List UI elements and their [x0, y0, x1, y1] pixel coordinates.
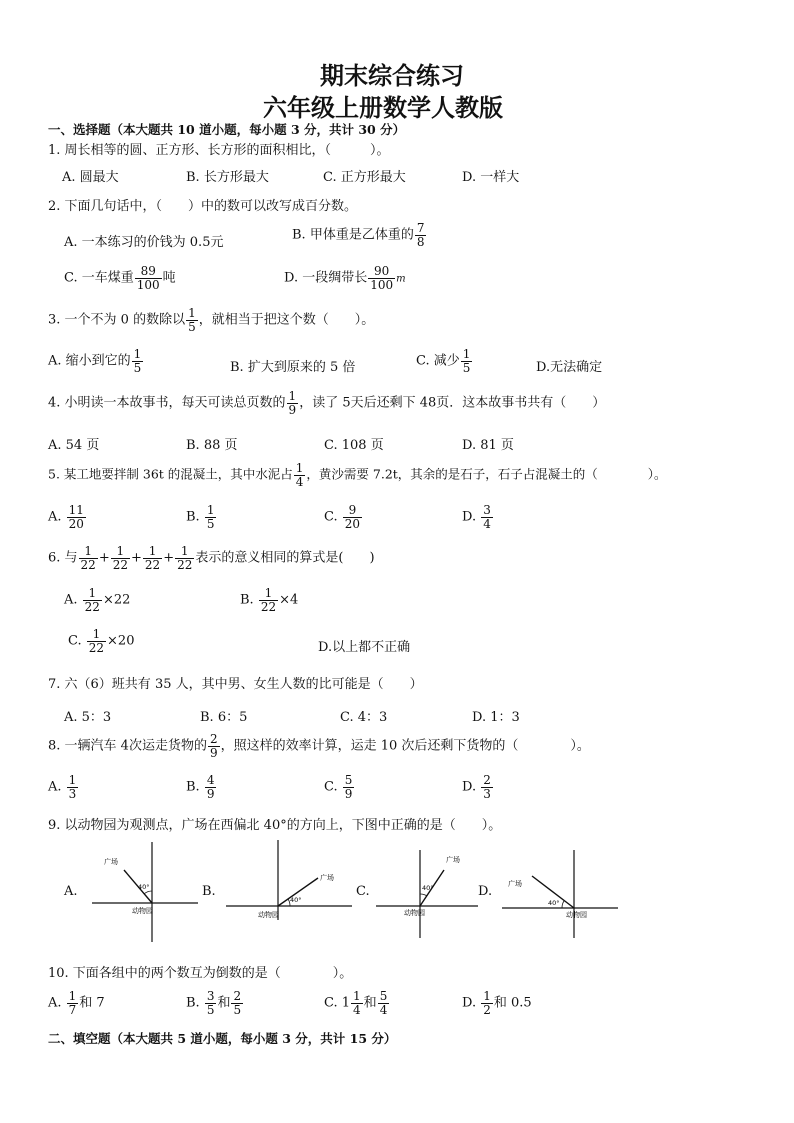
- fraction: [481, 504, 493, 530]
- fraction: [175, 545, 194, 571]
- denominator: 5: [462, 360, 471, 375]
- numerator: 1: [288, 389, 297, 403]
- angle-label: 40°: [290, 896, 302, 904]
- numerator: 1: [143, 545, 162, 559]
- numerator: 90: [368, 265, 395, 279]
- question-7-stem: 7. 六（6）班共有 35 人，其中男、女生人数的比可能是（ ）: [48, 677, 423, 692]
- fraction: [368, 265, 395, 291]
- question-8-stem: [48, 733, 590, 759]
- question-2-stem: 2. 下面几句话中，（ ）中的数可以改写成百分数。: [48, 199, 358, 214]
- zoo-label: 动物园: [132, 907, 153, 915]
- fraction: [132, 348, 144, 374]
- question-7-option-d[interactable]: D. 1：3: [472, 710, 520, 725]
- zoo-label: 动物园: [404, 909, 425, 917]
- option-text: 和: [363, 995, 377, 1011]
- question-6-option-d[interactable]: D.以上都不正确: [318, 640, 411, 655]
- question-9-option-d-label[interactable]: D.: [478, 884, 493, 899]
- numerator: 1: [87, 628, 106, 642]
- numerator: 1: [462, 347, 471, 361]
- denominator: 22: [80, 557, 96, 572]
- denominator: 9: [288, 402, 297, 417]
- question-5-stem: [48, 462, 667, 488]
- question-9-option-c-label[interactable]: C.: [356, 884, 370, 899]
- angle-arc: [144, 891, 152, 894]
- fraction: [79, 545, 98, 571]
- numerator: 2: [483, 773, 491, 787]
- question-3-stem: [48, 307, 374, 333]
- option-text: 和: [217, 995, 231, 1011]
- question-9-diagram-b[interactable]: [224, 838, 354, 922]
- question-7-option-a[interactable]: A. 5：3: [64, 710, 112, 725]
- denominator: 3: [483, 786, 491, 801]
- fraction: [481, 990, 493, 1016]
- fraction: [287, 390, 299, 416]
- denominator: 5: [233, 1002, 242, 1017]
- denominator: 5: [206, 516, 215, 531]
- fraction: [111, 545, 130, 571]
- fraction: [87, 628, 106, 654]
- numerator: 1: [111, 545, 130, 559]
- stem-text: ，读了 5天后还剩下 48页．这本故事书共有（ ）: [299, 395, 606, 411]
- question-4-option-c[interactable]: C. 108 页: [324, 438, 384, 453]
- numerator: 11: [68, 503, 84, 517]
- option-text: ×20: [107, 633, 135, 649]
- stem-text: 5. 某工地要拌制 36t 的混凝土，其中水泥占: [48, 466, 293, 482]
- option-text: 和 0.5: [493, 995, 532, 1011]
- stem-text: 6. 与: [48, 550, 78, 566]
- fraction: [67, 774, 79, 800]
- question-9-option-b-label[interactable]: B.: [202, 884, 216, 899]
- denominator: 22: [84, 599, 100, 614]
- denominator: 2: [483, 1002, 491, 1017]
- denominator: 7: [68, 1002, 77, 1017]
- question-3-option-d[interactable]: D.无法确定: [536, 360, 603, 375]
- fraction: [481, 774, 493, 800]
- question-10-option-c[interactable]: C. 1 $\frac{1}{4}$ 和 $\frac{5}{4}$: [324, 989, 388, 1017]
- fraction: [378, 990, 390, 1016]
- denominator: 3: [68, 786, 77, 801]
- denominator: 100: [136, 277, 160, 292]
- question-4-option-b[interactable]: B. 88 页: [186, 438, 238, 453]
- option-text: 和 7: [79, 995, 105, 1011]
- denominator: 5: [206, 1002, 215, 1017]
- denominator: 100: [370, 277, 394, 292]
- question-5-option-a[interactable]: A. $\frac{11}{20}$: [48, 503, 84, 531]
- question-7-option-c[interactable]: C. 4：3: [340, 710, 388, 725]
- option-text: ×4: [279, 592, 299, 608]
- fraction: [205, 990, 217, 1016]
- numerator: 9: [343, 504, 362, 518]
- fraction: [143, 545, 162, 571]
- question-8-option-b[interactable]: B. $\frac{4}{9}$: [186, 773, 215, 801]
- stem-text: 3. 一个不为 0 的数除以: [48, 312, 186, 328]
- square-label: 广场: [446, 856, 460, 864]
- fraction: [67, 990, 79, 1016]
- square-label: 广场: [320, 874, 334, 882]
- question-8-option-c[interactable]: C. $\frac{5}{9}$: [324, 773, 353, 801]
- option-text: 吨: [162, 270, 176, 286]
- denominator: 9: [209, 745, 218, 760]
- fraction: [67, 504, 86, 530]
- question-4-option-a[interactable]: A. 54 页: [48, 438, 100, 453]
- question-6-stem: 6. 与 $\frac{1}{22}$ + $\frac{1}{22}$ + $\frac{1}{22}$ + $\frac{1}{22}$ 表示的意义相同的算式是( ): [48, 544, 375, 572]
- numerator: 2: [233, 989, 242, 1003]
- numerator: 1: [206, 503, 215, 517]
- question-3-option-b[interactable]: B. 扩大到原来的 5 倍: [230, 360, 356, 375]
- denominator: 4: [483, 516, 491, 531]
- numerator: 1: [79, 545, 98, 559]
- fraction: [351, 990, 363, 1016]
- fraction: [461, 348, 473, 374]
- question-1-option-a[interactable]: A. 圆最大: [62, 170, 119, 185]
- denominator: 5: [188, 319, 196, 334]
- numerator: 2: [209, 732, 218, 746]
- question-8-option-d[interactable]: D. $\frac{2}{3}$: [462, 773, 491, 801]
- option-text: ×22: [102, 592, 131, 608]
- section-heading: 二、填空题（本大题共 5 道小题，每小题 3 分，共计 15 分）: [48, 1031, 397, 1046]
- question-4-stem: [48, 390, 605, 416]
- square-label: 广场: [508, 880, 522, 888]
- fraction: [205, 504, 217, 530]
- denominator: 4: [379, 1002, 388, 1017]
- question-5-option-b[interactable]: B. $\frac{1}{5}$: [186, 503, 215, 531]
- stem-text: ，黄沙需要 7.2t，其余的是石子，石子占混凝土的（ ）。: [306, 466, 667, 482]
- question-4-option-d[interactable]: D. 81 页: [462, 438, 514, 453]
- numerator: 1: [83, 587, 102, 601]
- angle-arc: [562, 901, 564, 908]
- denominator: 4: [295, 474, 304, 489]
- question-3-option-c[interactable]: [416, 348, 473, 374]
- question-7-option-b[interactable]: B. 6：5: [200, 710, 248, 725]
- fraction: [415, 222, 427, 248]
- question-9-option-a-label[interactable]: A.: [64, 884, 78, 899]
- denominator: 4: [353, 1002, 361, 1017]
- option-text: A. 缩小到它的: [48, 353, 131, 369]
- question-6-option-a[interactable]: A. $\frac{1}{22}$ ×22: [64, 586, 131, 614]
- question-9-stem: 9. 以动物园为观测点，广场在西偏北 40°的方向上，下图中正确的是（ ）。: [48, 818, 502, 833]
- question-5-option-d[interactable]: D. $\frac{3}{4}$: [462, 503, 491, 531]
- angle-label: 40°: [422, 884, 434, 892]
- numerator: 1: [295, 461, 304, 475]
- denominator: 9: [206, 786, 215, 801]
- numerator: 7: [416, 221, 425, 235]
- numerator: 5: [379, 989, 388, 1003]
- fraction: [294, 462, 306, 488]
- question-2-option-b[interactable]: [292, 222, 427, 248]
- question-1-option-c[interactable]: C. 正方形最大: [323, 170, 406, 185]
- question-9-diagram-d[interactable]: [500, 848, 620, 940]
- numerator: 1: [188, 306, 196, 320]
- question-10-option-d[interactable]: D. $\frac{1}{2}$ 和 0.5: [462, 989, 532, 1017]
- option-text: C. 一车煤重: [64, 270, 134, 286]
- numerator: 89: [135, 265, 162, 279]
- stem-text: ，就相当于把这个数（ ）。: [198, 312, 375, 328]
- question-2-option-a[interactable]: A. 一本练习的价钱为 0.5元: [64, 235, 224, 250]
- question-5-option-c[interactable]: C. $\frac{9}{20}$: [324, 503, 361, 531]
- question-2-option-d[interactable]: [284, 265, 406, 291]
- numerator: 5: [344, 773, 353, 787]
- whole-number: 1: [341, 995, 351, 1011]
- numerator: 1: [259, 587, 278, 601]
- option-text: m: [396, 273, 406, 285]
- fraction: [135, 265, 162, 291]
- numerator: 1: [133, 347, 142, 361]
- denominator: 22: [144, 557, 161, 572]
- fraction: [231, 990, 243, 1016]
- question-1-option-b[interactable]: B. 长方形最大: [186, 170, 269, 185]
- option-text: C. 减少: [416, 353, 460, 369]
- stem-text: 8. 一辆汽车 4次运走货物的: [48, 738, 207, 754]
- question-10-stem: 10. 下面各组中的两个数互为倒数的是（ ）。: [48, 966, 353, 981]
- fraction: [205, 774, 217, 800]
- denominator: 22: [112, 557, 129, 572]
- question-10-option-b[interactable]: B. $\frac{3}{5}$ 和 $\frac{2}{5}$: [186, 989, 242, 1017]
- section-heading: 一、选择题（本大题共 10 道小题，每小题 3 分，共计 30 分）: [48, 122, 406, 137]
- numerator: 3: [483, 503, 491, 517]
- question-6-option-c[interactable]: C. $\frac{1}{22}$ ×20: [68, 627, 135, 655]
- angle-label: 40°: [548, 899, 560, 907]
- denominator: 22: [177, 557, 193, 572]
- numerator: 3: [206, 989, 215, 1003]
- denominator: 5: [133, 360, 142, 375]
- question-9-diagram-c[interactable]: [374, 848, 480, 940]
- question-10-option-a[interactable]: A. $\frac{1}{7}$ 和 7: [48, 989, 105, 1017]
- denominator: 22: [88, 640, 105, 655]
- question-6-option-b[interactable]: B. $\frac{1}{22}$ ×4: [240, 586, 299, 614]
- stem-text: 4. 小明读一本故事书，每天可读总页数的: [48, 395, 286, 411]
- option-text: B. 甲体重是乙体重的: [292, 227, 414, 243]
- denominator: 20: [68, 516, 84, 531]
- numerator: 1: [68, 773, 77, 787]
- option-text: D. 一段绸带长: [284, 270, 368, 286]
- denominator: 9: [344, 786, 353, 801]
- fraction: [259, 587, 278, 613]
- fraction: [343, 504, 362, 530]
- fraction: [343, 774, 355, 800]
- angle-arc: [420, 894, 427, 896]
- stem-text: 表示的意义相同的算式是( ): [195, 550, 375, 566]
- question-1-option-d[interactable]: D. 一样大: [462, 170, 520, 185]
- question-2-option-c[interactable]: [64, 265, 176, 291]
- denominator: 8: [416, 234, 425, 249]
- page-title: 期末综合练习: [320, 62, 464, 90]
- zoo-label: 动物园: [566, 911, 587, 919]
- numerator: 4: [206, 773, 215, 787]
- zoo-label: 动物园: [258, 911, 279, 919]
- numerator: 1: [175, 545, 194, 559]
- question-8-option-a[interactable]: A. $\frac{1}{3}$: [48, 773, 77, 801]
- numerator: 1: [483, 989, 491, 1003]
- denominator: 20: [344, 516, 361, 531]
- question-3-option-a[interactable]: [48, 348, 144, 374]
- question-9-diagram-a[interactable]: [88, 840, 200, 944]
- page-subtitle: 六年级上册数学人教版: [263, 94, 503, 122]
- fraction: [83, 587, 102, 613]
- angle-label: 40°: [138, 883, 150, 891]
- numerator: 1: [353, 989, 361, 1003]
- stem-text: ，照这样的效率计算，运走 10 次后还剩下货物的（ ）。: [220, 738, 590, 754]
- numerator: 1: [68, 989, 77, 1003]
- square-label: 广场: [104, 858, 118, 866]
- fraction: [208, 733, 220, 759]
- denominator: 22: [260, 599, 277, 614]
- fraction: [186, 307, 198, 333]
- question-1-stem: 1. 周长相等的圆、正方形、长方形的面积相比，（ ）。: [48, 143, 390, 158]
